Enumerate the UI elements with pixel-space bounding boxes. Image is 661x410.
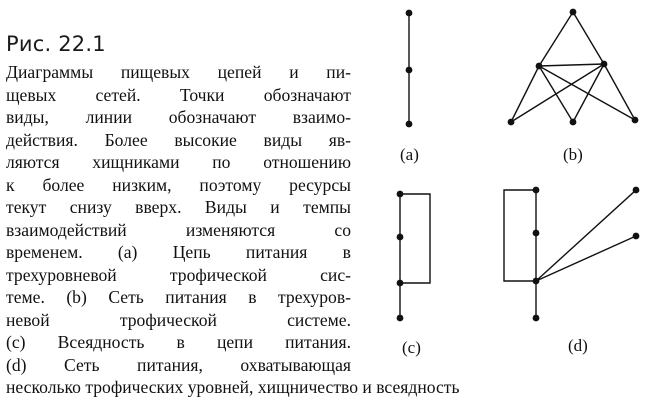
panel-a-food-chain	[400, 10, 419, 164]
caption-line: текут снизу вверх. Виды и темпы	[6, 197, 351, 217]
caption-line: (c) Всеядность в цепи питания.	[6, 332, 351, 352]
caption-line: невой трофической системе.	[6, 309, 351, 330]
caption-line: теме. (b) Сеть питания в трехуров-	[6, 287, 351, 307]
food-web-diagrams	[360, 0, 660, 370]
species-node	[533, 278, 540, 285]
omnivory-link	[400, 194, 430, 283]
panel-d-label: (d)	[568, 336, 588, 355]
panel-d-multilevel-web	[504, 187, 639, 355]
species-node	[406, 67, 413, 74]
species-node	[570, 119, 577, 126]
species-node	[533, 230, 540, 237]
caption-line: виды, линии обозначают взаимо-	[6, 107, 351, 127]
species-node	[536, 63, 543, 70]
caption-line: несколько трофических уровней, хищничество и всеядность	[6, 377, 460, 397]
species-node	[601, 61, 608, 68]
web-link	[536, 190, 636, 281]
caption-line: временем. (a) Цепь питания в	[6, 242, 351, 262]
species-node	[406, 121, 413, 128]
caption-line: Диаграммы пищевых цепей и пи-	[6, 62, 351, 82]
caption-line: ляются хищниками по отношению	[6, 152, 351, 172]
caption-line: щевых сетей. Точки обозначают	[6, 84, 351, 105]
figure-caption	[6, 61, 460, 399]
caption-line: взаимодействий изменяются со	[6, 219, 351, 240]
species-node	[633, 233, 640, 240]
species-node	[508, 119, 515, 126]
web-link	[573, 12, 604, 64]
panel-a-label: (a)	[400, 145, 419, 164]
web-link	[539, 64, 604, 66]
species-node	[533, 187, 540, 194]
panel-b-food-web	[508, 9, 639, 164]
panel-c-omnivory	[397, 191, 430, 357]
species-node	[406, 10, 413, 17]
caption-line: действия. Более высокие виды яв-	[6, 129, 351, 150]
species-node	[397, 191, 404, 198]
species-node	[533, 315, 540, 322]
caption-line: (d) Сеть питания, охватывающая	[6, 354, 351, 375]
species-node	[633, 187, 640, 194]
caption-line: трехуровневой трофической сис-	[6, 264, 351, 285]
species-node	[632, 117, 639, 124]
panel-b-label: (b)	[563, 145, 583, 164]
species-node	[397, 234, 404, 241]
panel-c-label: (c)	[402, 338, 421, 357]
species-node	[570, 9, 577, 16]
caption-line: к более низким, поэтому ресурсы	[6, 174, 351, 195]
web-link	[573, 64, 604, 122]
web-link	[536, 236, 636, 281]
figure-label: Рис. 22.1	[6, 32, 106, 56]
web-link	[539, 12, 573, 66]
species-node	[397, 280, 404, 287]
omnivory-link	[504, 190, 536, 281]
species-node	[397, 315, 404, 322]
